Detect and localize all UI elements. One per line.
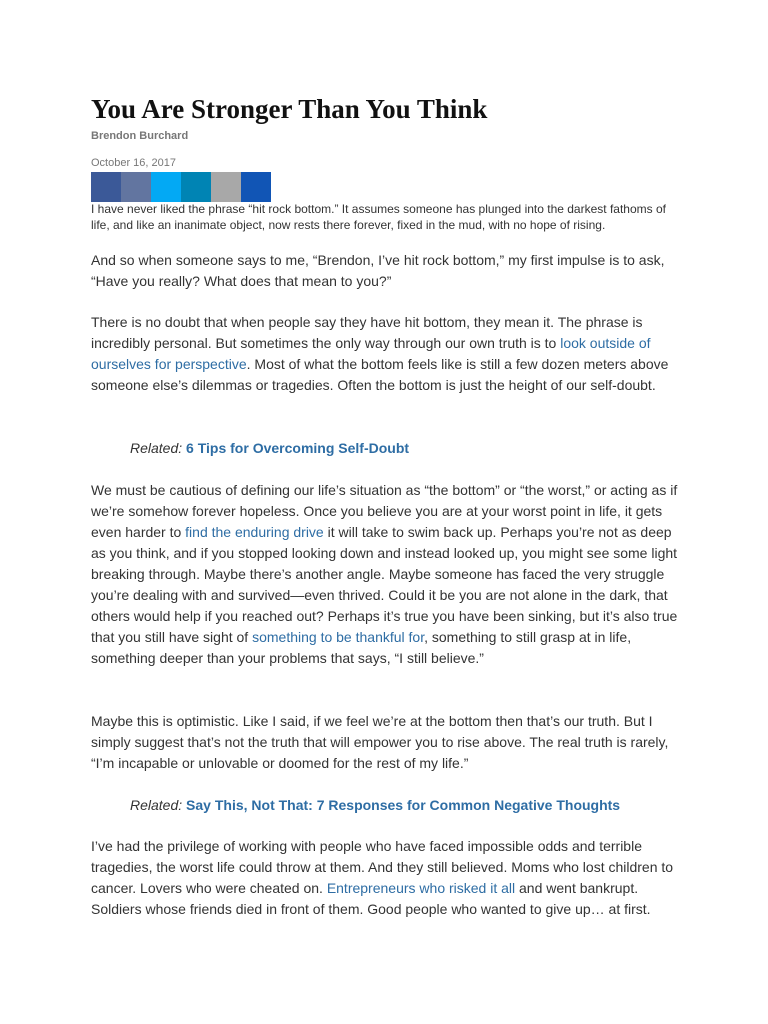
self-doubt-tips-link[interactable]: 6 Tips for Overcoming Self-Doubt (186, 440, 410, 456)
intro-paragraph: I have never liked the phrase “hit rock bottom.” It assumes someone has plunged into the darkest fathoms of life, and like an inanimate object, now rests there forever, fixed in the mud, with no hope of rising. (91, 202, 666, 232)
paragraph-3-text-c: , something to still grasp at in life, something deeper than your problems that says, “I still believe.” (91, 629, 632, 666)
publish-date: October 16, 2017 (91, 157, 177, 169)
article-title: You Are Stronger Than You Think (91, 94, 488, 124)
perspective-link[interactable]: look outside of ourselves for perspective (91, 335, 651, 372)
paragraph-4: Maybe this is optimistic. Like I said, if we feel we’re at the bottom then that’s our truth. But I simply suggest that’s not the truth that will empower you to rise above. The real truth is rarely, “I’m incapable or unlovable or doomed for the rest of my life.” (91, 713, 669, 771)
author-name: Brendon Burchard (91, 130, 189, 142)
related-label: Related: (130, 797, 183, 813)
paragraph-5 (91, 836, 681, 920)
thankful-link[interactable]: something to be thankful for (252, 629, 425, 645)
paragraph-1: And so when someone says to me, “Brendon, I’ve hit rock bottom,” my first impulse is to ask, “Have you really? What does that mean to you?” (91, 252, 665, 289)
related-link-2 (130, 795, 730, 816)
paragraph-5-text-b: and went bankrupt. Soldiers whose friends died in front of them. Good people who wanted to give up… at first. (91, 880, 651, 917)
negative-thoughts-link[interactable]: Say This, Not That: 7 Responses for Common Negative Thoughts (186, 797, 621, 813)
share-button[interactable] (181, 172, 211, 202)
related-link-1 (130, 438, 730, 459)
related-label: Related: (130, 440, 183, 456)
paragraph-3-text-a: We must be cautious of defining our life’s situation as “the bottom” or “the worst,” or acting as if we’re somehow forever hopeless. Once you believe you are at your worst point in life, it gets even harder to (91, 482, 678, 540)
more-share-button[interactable] (241, 172, 271, 202)
paragraph-3 (91, 480, 681, 669)
paragraph-2-text-a: There is no doubt that when people say they have hit bottom, they mean it. The phrase is incredibly personal. But sometimes the only way through our own truth is to (91, 314, 643, 351)
paragraph-3-text-b: it will take to swim back up. Perhaps you’re not as deep as you think, and if you stopped looking down and instead looked up, you might see some light breaking through. Maybe there’s another angle. Maybe someone has faced the very struggle you’re dealing with and survived—even thrived. Could it be you are not alone in the dark, that others would help if you reached out? Perhaps it’s true you have been sinking, but it’s also true that you still have sight of (91, 524, 678, 645)
entrepreneurs-link[interactable]: Entrepreneurs who risked it all (326, 880, 516, 896)
paragraph-2 (91, 312, 681, 396)
enduring-drive-link[interactable]: find the enduring drive (185, 524, 324, 540)
paragraph-5-text-a: I’ve had the privilege of working with people who have faced impossible odds and terrible tragedies, the worst life could throw at them. And they still believed. Moms who lost children to cancer. Lovers who were cheated on. (91, 838, 674, 896)
linkedin-share-button[interactable] (121, 172, 151, 202)
twitter-share-button[interactable] (151, 172, 181, 202)
paragraph-2-text-b: . Most of what the bottom feels like is still a few dozen meters above someone else’s dilemmas or tragedies. Often the bottom is just the height of our self-doubt. (91, 356, 669, 393)
email-share-button[interactable] (211, 172, 241, 202)
share-bar (91, 172, 271, 202)
facebook-share-button[interactable] (91, 172, 121, 202)
